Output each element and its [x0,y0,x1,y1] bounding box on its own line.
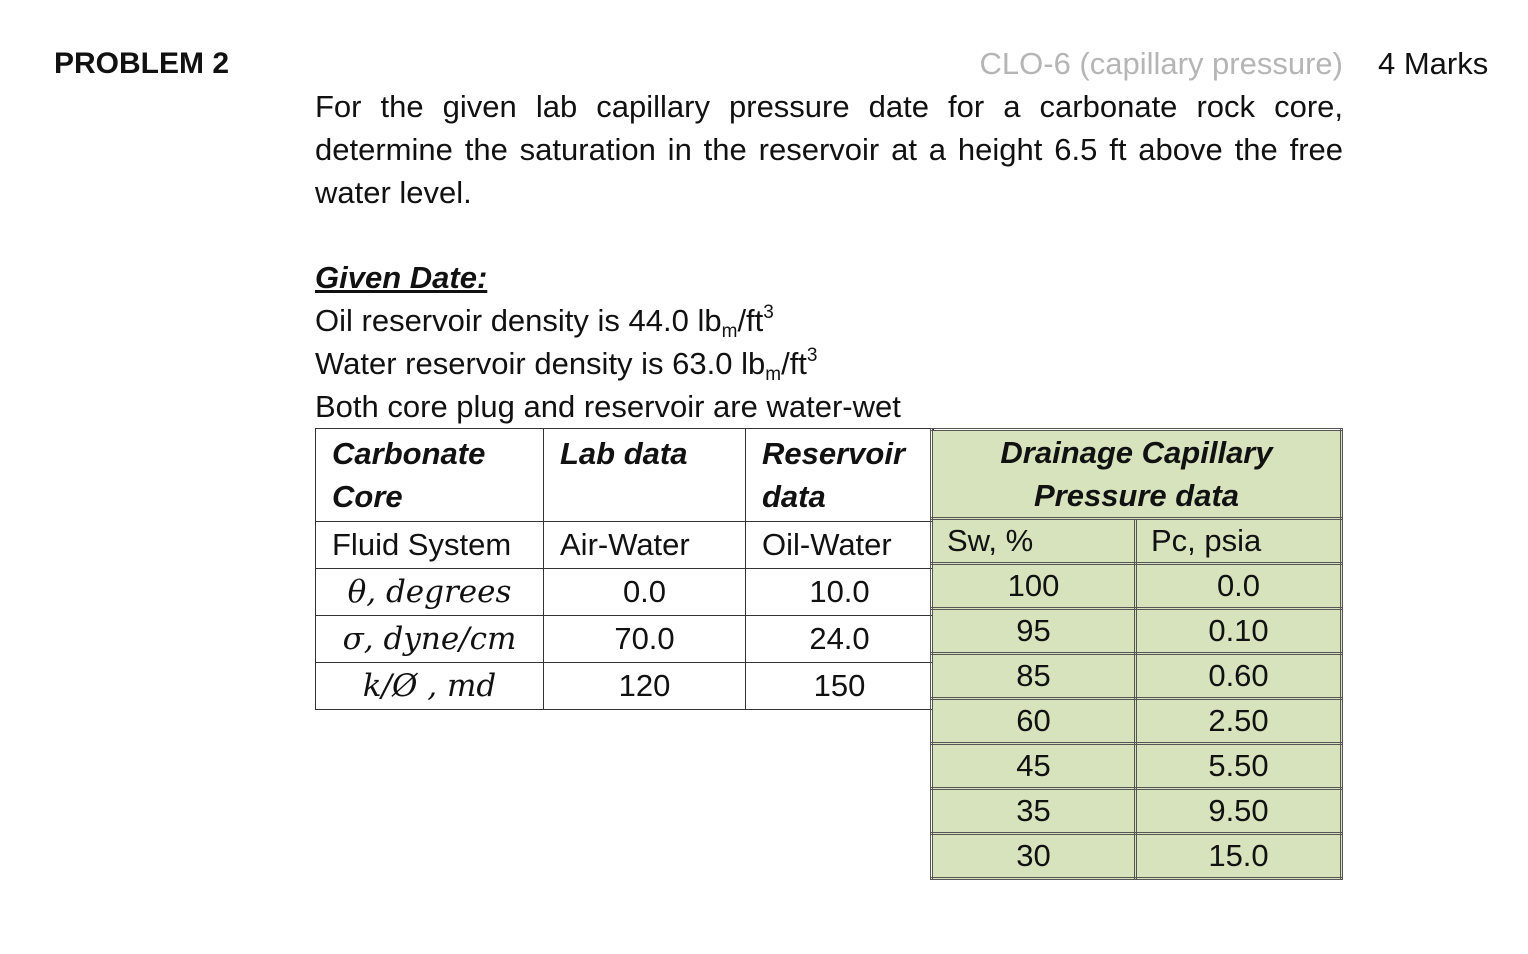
lab-fluid-system: Air-Water [544,522,746,569]
table-row [316,663,934,710]
row-label-interfacial-tension: σ, dyne/cm [316,616,544,663]
header-reservoir-data: Reservoir data [746,429,934,522]
reservoir-interfacial-tension: 24.0 [746,616,934,663]
sw-value: 30 [932,834,1136,879]
properties-header-row [316,429,934,522]
row-label-k-over-porosity: k/Ø , md [316,663,544,710]
properties-table [315,428,934,710]
water-density-superscript: 3 [806,345,818,366]
table-row [316,569,934,616]
row-label-contact-angle: θ, degrees [316,569,544,616]
wettability-line: Both core plug and reservoir are water-wet [315,389,901,424]
capillary-column-row [932,519,1342,564]
pc-value: 0.60 [1136,654,1342,699]
header-lab-data: Lab data [544,429,746,522]
table-row [932,609,1342,654]
pc-value: 0.10 [1136,609,1342,654]
table-row [932,789,1342,834]
lab-contact-angle: 0.0 [544,569,746,616]
clo-label: CLO-6 (capillary pressure) [979,46,1343,81]
sw-value: 45 [932,744,1136,789]
pc-value: 5.50 [1136,744,1342,789]
oil-density-superscript: 3 [763,302,774,323]
column-sw: Sw, % [932,519,1136,564]
lab-k-over-porosity: 120 [544,663,746,710]
table-row [932,654,1342,699]
pc-value: 0.0 [1136,564,1342,609]
problem-label: PROBLEM 2 [54,47,230,80]
column-pc: Pc, psia [1136,519,1342,564]
capillary-pressure-table [930,428,1343,880]
oil-density-line [315,300,774,342]
pc-value: 9.50 [1136,789,1342,834]
sw-value: 60 [932,699,1136,744]
table-row [932,699,1342,744]
given-data-heading: Given Date: [315,260,488,295]
table-row [932,834,1342,879]
header-carbonate-core: Carbonate Core [316,429,544,522]
capillary-table-title: Drainage Capillary Pressure data [932,430,1342,519]
sw-value: 100 [932,564,1136,609]
sw-value: 35 [932,789,1136,834]
capillary-header-row [932,430,1342,519]
reservoir-contact-angle: 10.0 [746,569,934,616]
oil-density-text: Oil reservoir density is 44.0 lb [315,303,722,338]
water-density-unit: /ft [781,346,807,381]
problem-statement: For the given lab capillary pressure date for a carbonate rock core, determine the saturation in the reservoir at a height 6.5 ft above the free water level. [315,89,1343,210]
sw-value: 85 [932,654,1136,699]
oil-density-subscript: m [721,321,738,342]
pc-value: 2.50 [1136,699,1342,744]
table-row [932,744,1342,789]
reservoir-k-over-porosity: 150 [746,663,934,710]
oil-density-unit: /ft [737,303,764,338]
sw-value: 95 [932,609,1136,654]
water-density-subscript: m [765,364,782,385]
pc-value: 15.0 [1136,834,1342,879]
table-row [316,522,934,569]
water-density-line [315,343,818,385]
lab-interfacial-tension: 70.0 [544,616,746,663]
table-row [316,616,934,663]
water-density-text: Water reservoir density is 63.0 lb [315,346,766,381]
reservoir-fluid-system: Oil-Water [746,522,934,569]
table-row [932,564,1342,609]
row-label-fluid-system: Fluid System [316,522,544,569]
marks-label: 4 Marks [1378,46,1489,81]
